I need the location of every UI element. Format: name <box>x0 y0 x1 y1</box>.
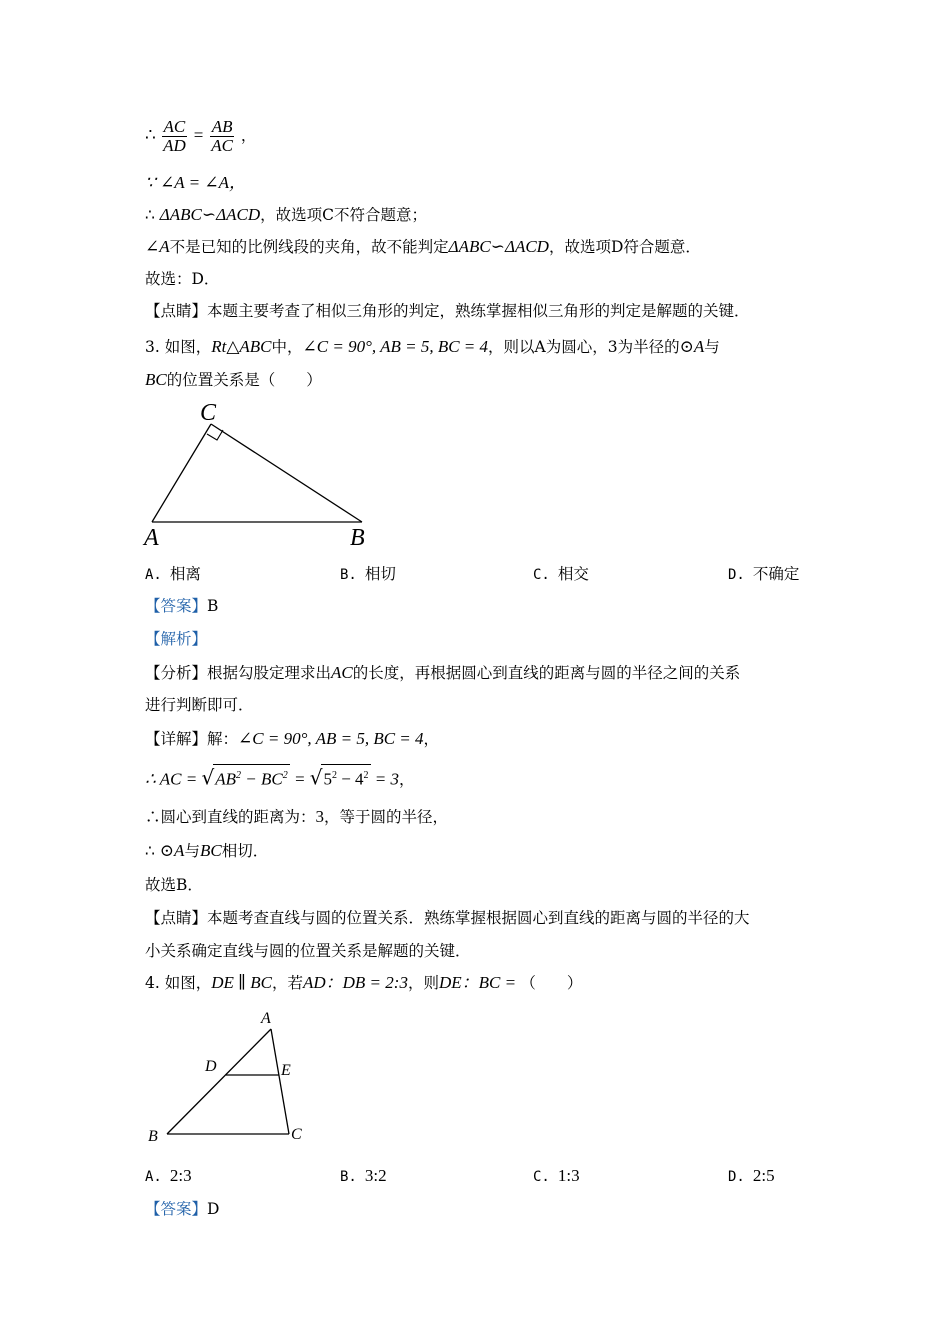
q4-option-b[interactable]: B. 3:2 <box>340 1166 387 1185</box>
q3-side-ac <box>152 424 211 522</box>
q3-stem-line-2: BC的位置关系是（ ） <box>145 370 322 389</box>
q3-right-angle-mark <box>207 430 223 440</box>
q3-distance-line: ∴圆心到直线的距离为：3，等于圆的半径， <box>145 807 449 826</box>
q4-side-ac <box>271 1029 289 1134</box>
prev-choose-line: 故选：D． <box>145 270 220 288</box>
q3-answer-line: 【答案】B <box>145 597 219 615</box>
q3-option-c[interactable]: C. 相交 <box>533 565 589 583</box>
angle-equal-line: ∵ ∠A = ∠A， <box>145 173 246 192</box>
q3-tangent-line: ∴ ⊙A与BC相切． <box>145 841 269 860</box>
q3-fenxi-line-2: 进行判断即可． <box>145 696 254 714</box>
q4-option-c[interactable]: C. 1:3 <box>533 1166 580 1185</box>
q3-choose-line: 故选B． <box>145 876 203 894</box>
fraction-ab-ac: $\frac{AB}{AC}$ <box>211 117 233 155</box>
q3-label-c: C <box>200 400 217 426</box>
q4-label-a: A <box>261 1010 271 1027</box>
q4-side-ab <box>167 1029 271 1134</box>
q4-triangle-figure <box>140 1005 320 1155</box>
q4-answer-line: 【答案】D <box>145 1200 220 1218</box>
q3-side-cb <box>211 424 362 522</box>
q4-option-d[interactable]: D. 2:5 <box>728 1166 775 1185</box>
q4-label-e: E <box>281 1062 291 1079</box>
q4-label-d: D <box>205 1058 217 1075</box>
q3-triangle-figure <box>140 398 380 553</box>
q4-option-a[interactable]: A. 2:3 <box>145 1166 192 1185</box>
q3-label-a: A <box>144 525 159 551</box>
q3-analysis-heading: 【解析】 <box>145 630 208 648</box>
q4-label-b: B <box>148 1128 158 1145</box>
q3-option-d[interactable]: D. 不确定 <box>728 565 800 583</box>
q3-label-b: B <box>350 525 365 551</box>
prev-dianjing-line: 【点睛】本题主要考查了相似三角形的判定，熟练掌握相似三角形的判定是解题的关键． <box>145 302 750 320</box>
q3-option-b[interactable]: B. 相切 <box>340 565 396 583</box>
q3-dianjing-line-2: 小关系确定直线与圆的位置关系是解题的关键． <box>145 942 471 960</box>
fraction-ac-ad: $\frac{AC}{AD}$ <box>163 117 186 155</box>
q4-stem-line: 4. 如图，DE ∥ BC，若AD：DB = 2:3，则DE：BC = （ ） <box>145 973 583 992</box>
q4-label-c: C <box>291 1126 302 1143</box>
q3-xiangjie-line: 【详解】解：∠C = 90°, AB = 5, BC = 4， <box>145 729 440 748</box>
similarity-line: ∴ ΔABC∽ΔACD，故选项C不符合题意； <box>145 205 427 224</box>
q3-option-a[interactable]: A. 相离 <box>145 565 201 583</box>
q3-dianjing-line-1: 【点睛】本题考查直线与圆的位置关系．熟练掌握根据圆心到直线的距离与圆的半径的大 <box>145 909 750 927</box>
option-d-judgement-line: ∠A不是已知的比例线段的夹角，故不能判定ΔABC∽ΔACD，故选项D符合题意． <box>145 237 701 256</box>
proportion-line: ∴ $\frac{AC}{AD}$ = $\frac{AB}{AC}$ ， <box>145 117 257 155</box>
q3-fenxi-line-1: 【分析】根据勾股定理求出AC的长度，再根据圆心到直线的距离与圆的半径之间的关系 <box>145 663 741 682</box>
q3-stem-line-1: 3. 如图，Rt△ABC中，∠C = 90°, AB = 5, BC = 4，则以A为圆心，3为半径的⊙A与 <box>145 337 720 356</box>
q3-calculation-line: ∴ AC = $√AB^2 - BC^2 = √5^2 - 4^2 = 3$， <box>145 765 415 790</box>
